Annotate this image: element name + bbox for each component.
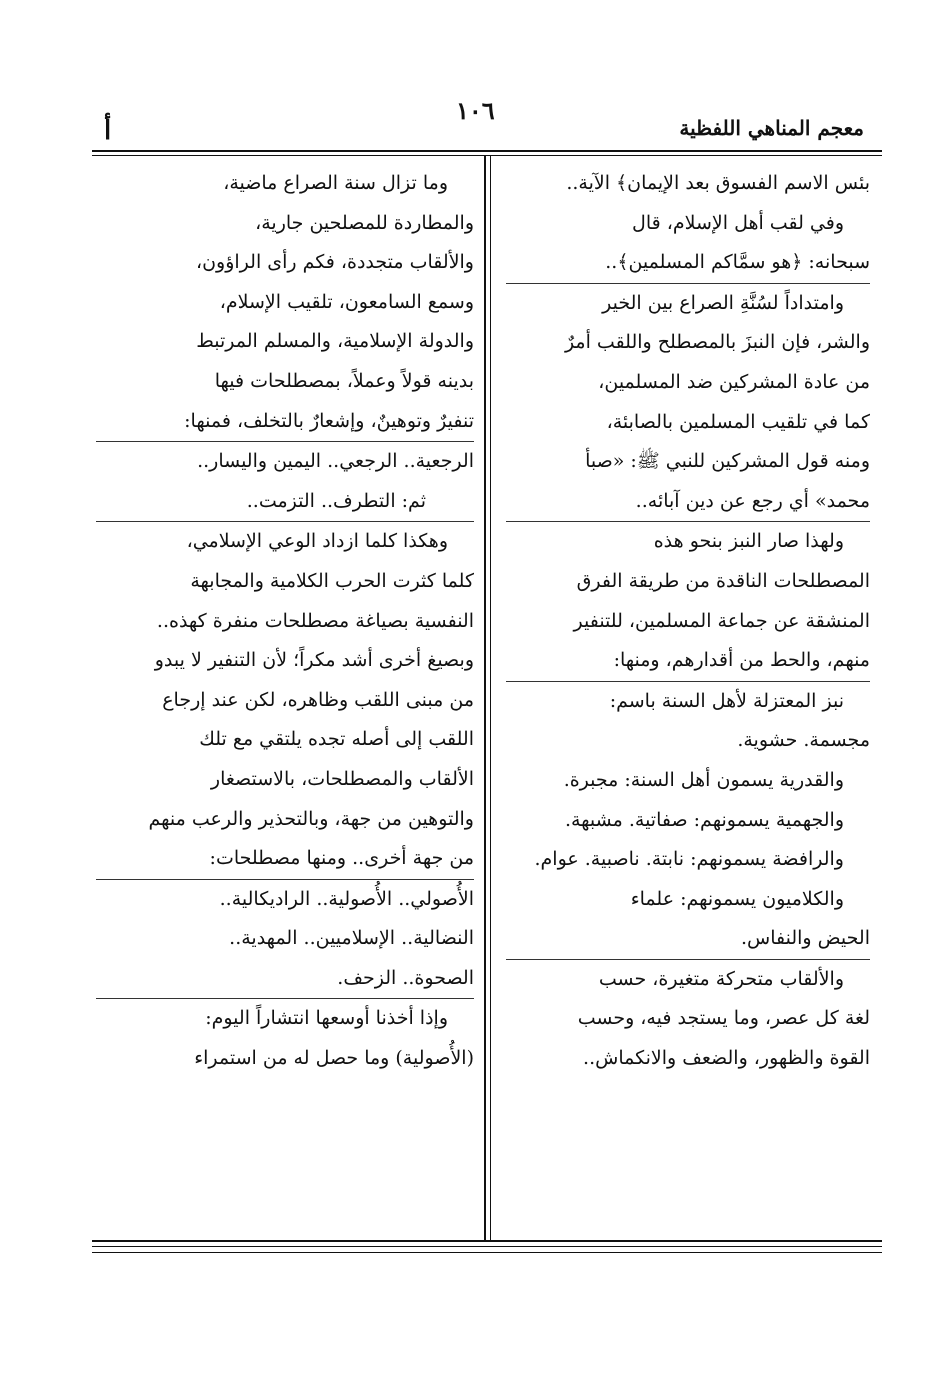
text-line: وفي لقب أهل الإسلام، قال — [632, 211, 844, 234]
text-line: الحيض والنفاس. — [741, 927, 870, 950]
right-text-column — [506, 164, 870, 1079]
text-line: والجهمية يسمونهم: صفاتية. مشبهة. — [564, 808, 844, 831]
text-line: القوة والظهور، والضعف والانكماش.. — [583, 1047, 870, 1070]
text-line: الأُصولي.. الأُصولية.. الراديكالية.. — [96, 879, 474, 920]
text-line: وسمع السامعون، تلقيب الإسلام، — [219, 290, 474, 313]
text-line: من مبنى اللقب وظاهره، لكن عند إرجاع — [162, 688, 474, 711]
text-line: ولهذا صار النبز بنحو هذه — [506, 521, 870, 562]
text-line: كلما كثرت الحرب الكلامية والمجابهة — [190, 569, 474, 592]
column-divider-thin — [490, 156, 491, 1240]
left-text-column — [96, 164, 474, 1079]
text-line: والرافضة يسمونهم: نابتة. ناصبية. عوام. — [534, 848, 844, 871]
text-line: والقدرية يسمون أهل السنة: مجبرة. — [563, 768, 844, 791]
text-line: بدينه قولاً وعملاً، بمصطلحات فيها — [214, 369, 474, 392]
text-line: والكلاميون يسمونهم: علماء — [630, 887, 844, 910]
text-line: وهكذا كلما ازداد الوعي الإسلامي، — [96, 521, 474, 562]
text-line: اللقب إلى أصله تجده يلتقي مع تلك — [199, 728, 474, 751]
text-line: النفسية بصياغة مصطلحات منفرة كهذه.. — [156, 609, 474, 632]
text-line: نبز المعتزلة لأهل السنة باسم: — [506, 681, 870, 722]
text-line: مجسمة. حشوية. — [737, 729, 870, 752]
text-line: والمطاردة للمصلحين جارية، — [255, 211, 474, 234]
column-divider-thick — [484, 156, 486, 1240]
text-line: الصحوة.. الزحف. — [337, 966, 474, 989]
text-line: والألقاب متجددة، فكم رأى الراؤون، — [195, 251, 474, 274]
footer-rule-thin — [92, 1252, 882, 1253]
text-line: وما تزال سنة الصراع ماضية، — [223, 172, 448, 194]
text-line: بئس الاسم الفسوق بعد الإيمان﴾ الآية.. — [566, 172, 870, 194]
page-number: ١٠٦ — [456, 96, 495, 125]
footer-rule-thick — [92, 1240, 882, 1242]
text-line: والدولة الإسلامية، والمسلم المرتبط — [196, 330, 474, 353]
text-line: الألقاب والمصطلحات، بالاستصغار — [210, 767, 474, 790]
text-line: (الأُصولية) وما حصل له من استمراء — [194, 1047, 474, 1070]
text-line: لغة كل عصر، وما يستجد فيه، وحسب — [577, 1007, 870, 1030]
text-line: سبحانه: ﴿هو سمَّاكم المسلمين﴾.. — [605, 251, 870, 274]
text-line: والشر، فإن النبزَ بالمصطلح واللقب أمرٌ — [564, 331, 870, 354]
text-line: المنشقة عن جماعة المسلمين، للتنفير — [573, 609, 870, 632]
footer-rule-thin — [92, 1246, 882, 1247]
text-line: والتوهين من جهة، وبالتحذير والرعب منهم — [148, 807, 474, 830]
text-line: المصطلحات الناقدة من طريقة الفرق — [576, 569, 870, 592]
running-header-title: معجم المناهي اللفظية — [679, 116, 864, 140]
header-rule-thin — [92, 155, 882, 156]
text-line: وبصيغ أخرى أشد مكراً؛ لأن التنفير لا يبدو — [154, 649, 474, 672]
text-line: محمد» أي رجع عن دين آبائه.. — [635, 489, 870, 512]
section-letter: أ — [104, 116, 112, 146]
text-line: ومنه قول المشركين للنبي ﷺ: «صبأ — [585, 450, 870, 473]
text-line: ثم: التطرف.. التزمت.. — [246, 489, 426, 512]
text-line: وامتداداً لسُنَّةِ الصراع بين الخير — [506, 283, 870, 324]
text-line: منهم، والحط من أقدارهم، ومنها: — [613, 649, 870, 672]
text-line: وإذا أخذنا أوسعها انتشاراً اليوم: — [96, 998, 474, 1039]
text-line: النضالية.. الإسلاميين.. المهدية.. — [229, 927, 474, 950]
header-rule-thick — [92, 150, 882, 152]
text-line: من عادة المشركين ضد المسلمين، — [598, 370, 870, 393]
text-line: الرجعية.. الرجعي.. اليمين واليسار.. — [96, 441, 474, 482]
text-line: تنفيرٌ وتوهينٌ، وإشعارٌ بالتخلف، فمنها: — [184, 409, 474, 432]
text-line: والألقاب متحركة متغيرة، حسب — [506, 959, 870, 1000]
text-line: من جهة أخرى.. ومنها مصطلحات: — [209, 847, 474, 870]
text-line: كما في تلقيب المسلمين بالصابئة، — [606, 410, 870, 433]
